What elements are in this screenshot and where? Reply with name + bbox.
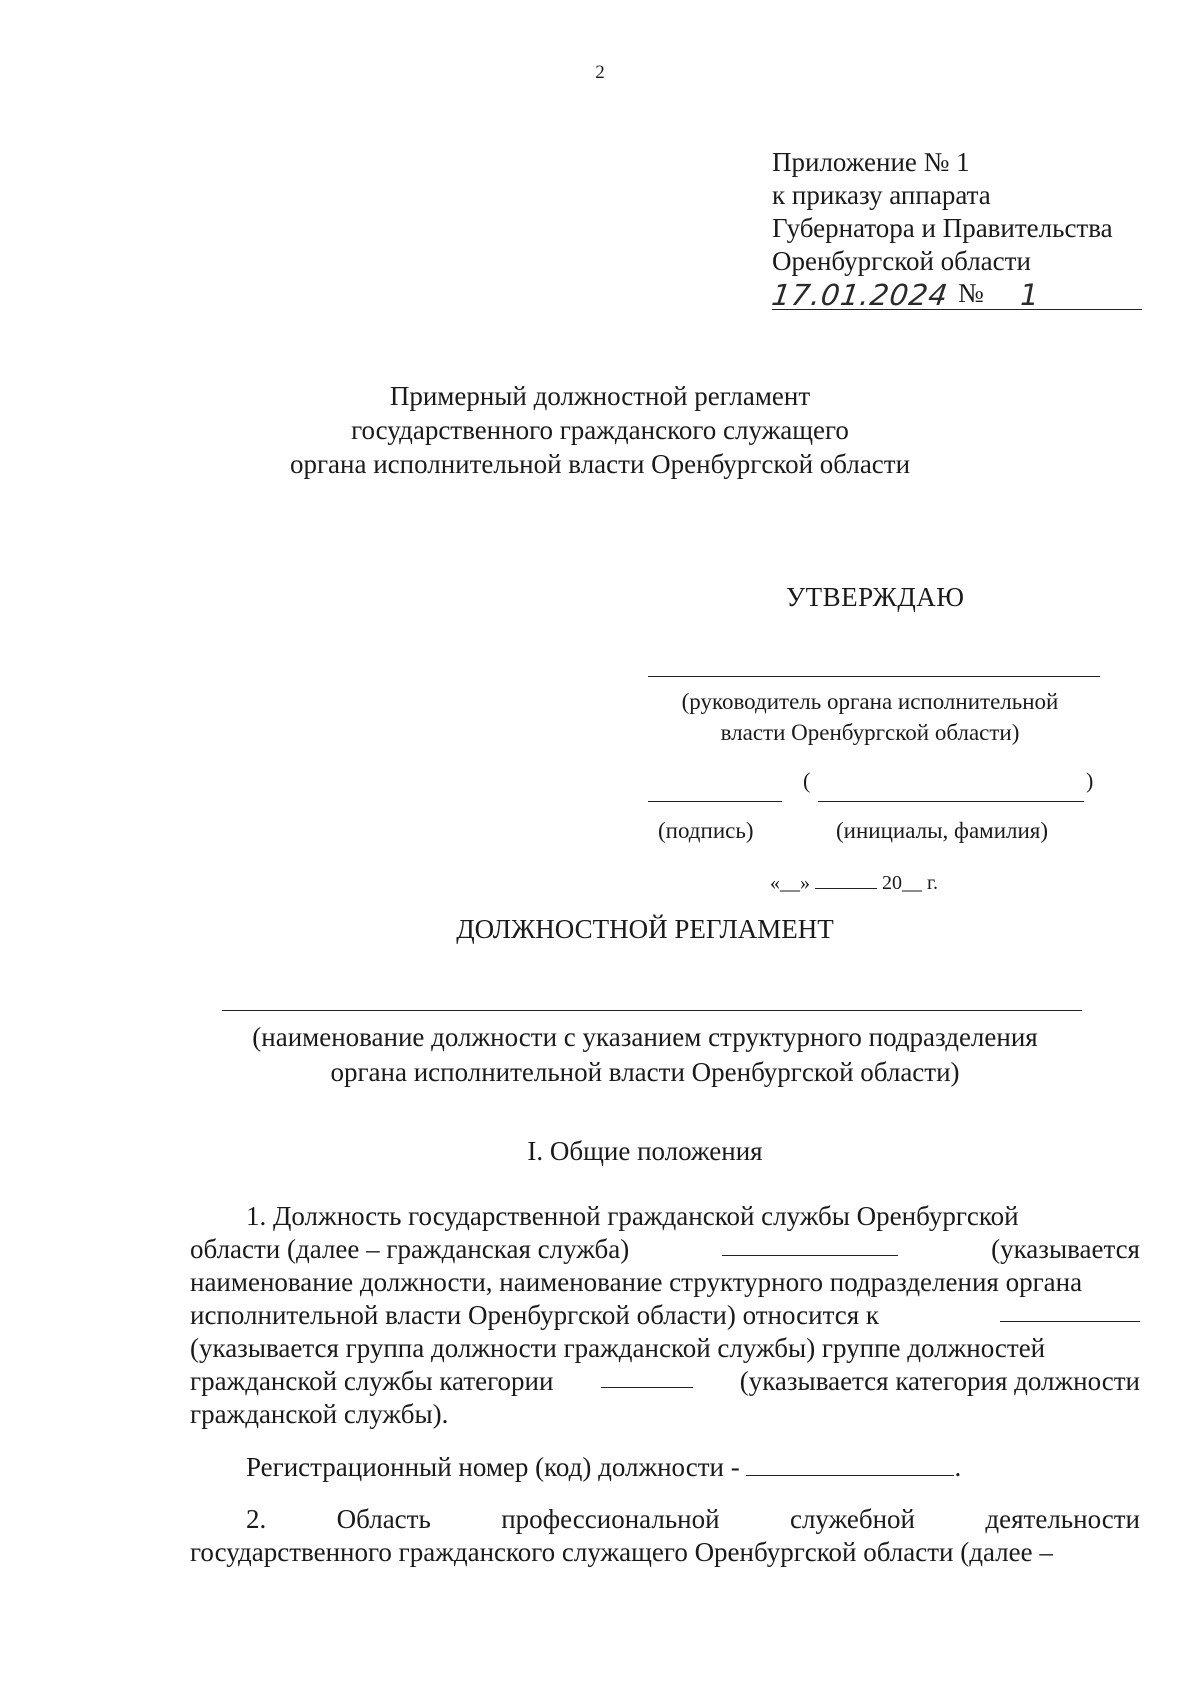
name-caption: (инициалы, фамилия) [836, 818, 1049, 843]
head-signature-line [648, 676, 1100, 677]
text-fragment: (указывается [991, 1234, 1140, 1264]
approval-heading: УТВЕРЖДАЮ [786, 582, 965, 612]
position-caption-line: органа исполнительной власти Оренбургской области) [330, 1057, 960, 1087]
appendix-line: Приложение № 1 [772, 147, 970, 177]
paren-close: ) [1086, 768, 1094, 793]
order-date: 17.01.2024 [769, 278, 951, 312]
date-day: «__» [770, 872, 810, 894]
paragraph-line: гражданской службы). [190, 1399, 449, 1429]
paragraph-line [190, 1233, 1140, 1266]
paragraph-line: 1. Должность государственной гражданской службы Оренбургской [246, 1201, 1019, 1231]
paragraph-line: государственного гражданского служащего Оренбургской области (далее – [190, 1537, 1053, 1567]
position-caption-line: (наименование должности с указанием структурного подразделения [252, 1022, 1038, 1052]
name-line [818, 801, 1084, 802]
head-caption-line: (руководитель органа исполнительной [681, 689, 1059, 714]
signature-line [648, 801, 782, 802]
word: 2. [246, 1504, 267, 1534]
page-number: 2 [595, 62, 605, 83]
appendix-line: к приказу аппарата [772, 180, 991, 210]
approval-date [770, 866, 938, 895]
title-line: органа исполнительной власти Оренбургской области [289, 449, 911, 479]
date-month-blank [815, 866, 877, 889]
registration-label: Регистрационный номер (код) должности - [246, 1452, 740, 1482]
section-heading: I. Общие положения [527, 1136, 763, 1166]
text-fragment: исполнительной власти Оренбургской области) относится к [190, 1300, 879, 1330]
order-line [769, 278, 1142, 318]
text-fragment: гражданской службы категории [190, 1366, 554, 1396]
order-number: 1 [1020, 278, 1040, 312]
paragraph-line [190, 1503, 1140, 1536]
paragraph-line [190, 1365, 1140, 1398]
word: профессиональной [501, 1504, 720, 1534]
text-fragment: (указывается категория должности [739, 1366, 1140, 1396]
group-blank [1000, 1299, 1140, 1322]
date-year: 20__ г. [882, 872, 938, 894]
position-name-blank [722, 1233, 898, 1256]
signature-caption: (подпись) [658, 818, 754, 843]
appendix-line: Губернатора и Правительства [772, 213, 1113, 243]
head-caption-line: власти Оренбургской области) [720, 720, 1020, 745]
title-line: государственного гражданского служащего [351, 415, 849, 445]
category-blank [601, 1365, 693, 1388]
document-title [0, 379, 1200, 481]
paragraph-line [190, 1299, 1140, 1332]
appendix-line: Оренбургской области [772, 246, 1031, 276]
paren-open: ( [803, 768, 811, 793]
regulation-heading: ДОЛЖНОСТНОЙ РЕГЛАМЕНТ [456, 914, 834, 944]
paragraph-line: наименование должности, наименование структурного подразделения органа [190, 1267, 1083, 1297]
head-caption [640, 686, 1100, 748]
paragraph-line: (указывается группа должности гражданской службы) группе должностей [190, 1333, 1046, 1363]
registration-period: . [954, 1452, 962, 1482]
word: деятельности [985, 1504, 1140, 1534]
text-fragment: области (далее – гражданская служба) [190, 1234, 630, 1264]
word: служебной [789, 1504, 915, 1534]
registration-number-line [190, 1451, 1140, 1484]
position-caption [0, 1020, 1200, 1090]
paragraph-2 [190, 1503, 1140, 1569]
word: Область [336, 1504, 431, 1534]
position-line [222, 1010, 1082, 1011]
title-line: Примерный должностной регламент [389, 381, 811, 411]
paragraph-1 [190, 1200, 1140, 1431]
appendix-block [769, 146, 1142, 318]
order-number-label: № [958, 278, 984, 308]
registration-blank [746, 1453, 954, 1476]
